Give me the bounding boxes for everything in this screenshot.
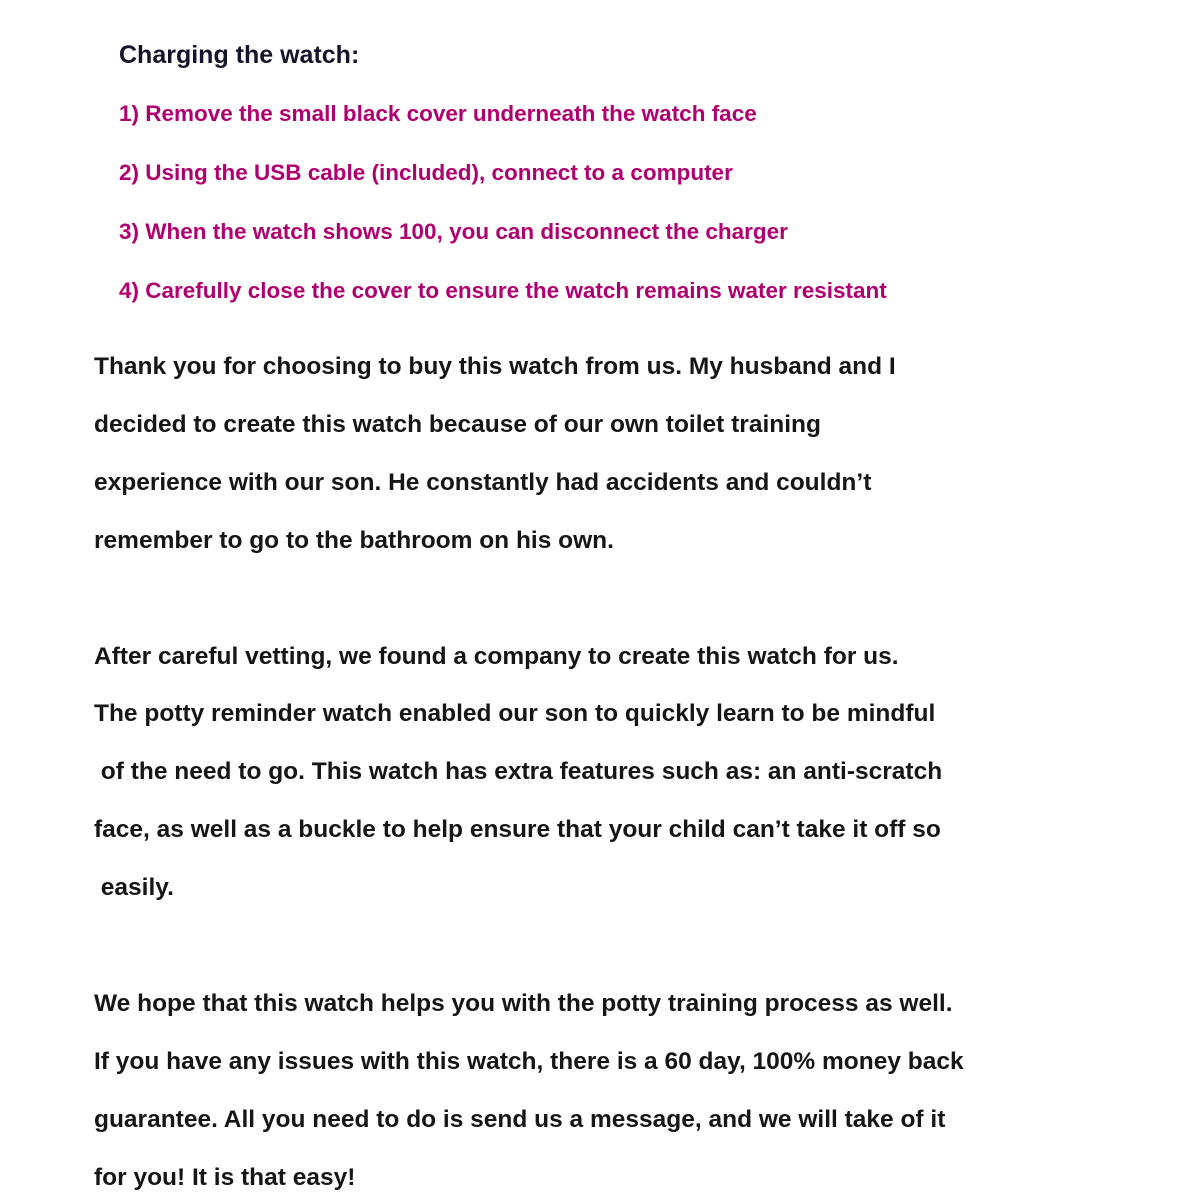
charging-heading: Charging the watch: bbox=[119, 41, 360, 69]
paragraph-line: remember to go to the bathroom on his own. bbox=[94, 527, 614, 554]
paragraph-line: face, as well as a buckle to help ensure that your child can’t take it off so bbox=[94, 816, 941, 843]
charging-step: 4) Carefully close the cover to ensure the watch remains water resistant bbox=[119, 278, 887, 303]
paragraph-line: We hope that this watch helps you with the potty training process as well. bbox=[94, 990, 953, 1017]
paragraph-line: easily. bbox=[94, 874, 174, 901]
paragraph-line: decided to create this watch because of our own toilet training bbox=[94, 411, 821, 438]
paragraph-line: for you! It is that easy! bbox=[94, 1164, 356, 1191]
charging-step: 3) When the watch shows 100, you can disconnect the charger bbox=[119, 219, 788, 244]
paragraph-line: If you have any issues with this watch, there is a 60 day, 100% money back bbox=[94, 1048, 964, 1075]
paragraph-line: After careful vetting, we found a company to create this watch for us. bbox=[94, 643, 899, 670]
paragraph-line: of the need to go. This watch has extra features such as: an anti-scratch bbox=[94, 758, 943, 785]
paragraph-line: The potty reminder watch enabled our son to quickly learn to be mindful bbox=[94, 700, 936, 727]
charging-step: 2) Using the USB cable (included), connect to a computer bbox=[119, 160, 733, 185]
paragraph-line: guarantee. All you need to do is send us a message, and we will take of it bbox=[94, 1106, 946, 1133]
paragraph-line: Thank you for choosing to buy this watch from us. My husband and I bbox=[94, 353, 896, 380]
paragraph-line: experience with our son. He constantly had accidents and couldn’t bbox=[94, 469, 872, 496]
charging-step: 1) Remove the small black cover underneath the watch face bbox=[119, 101, 757, 126]
